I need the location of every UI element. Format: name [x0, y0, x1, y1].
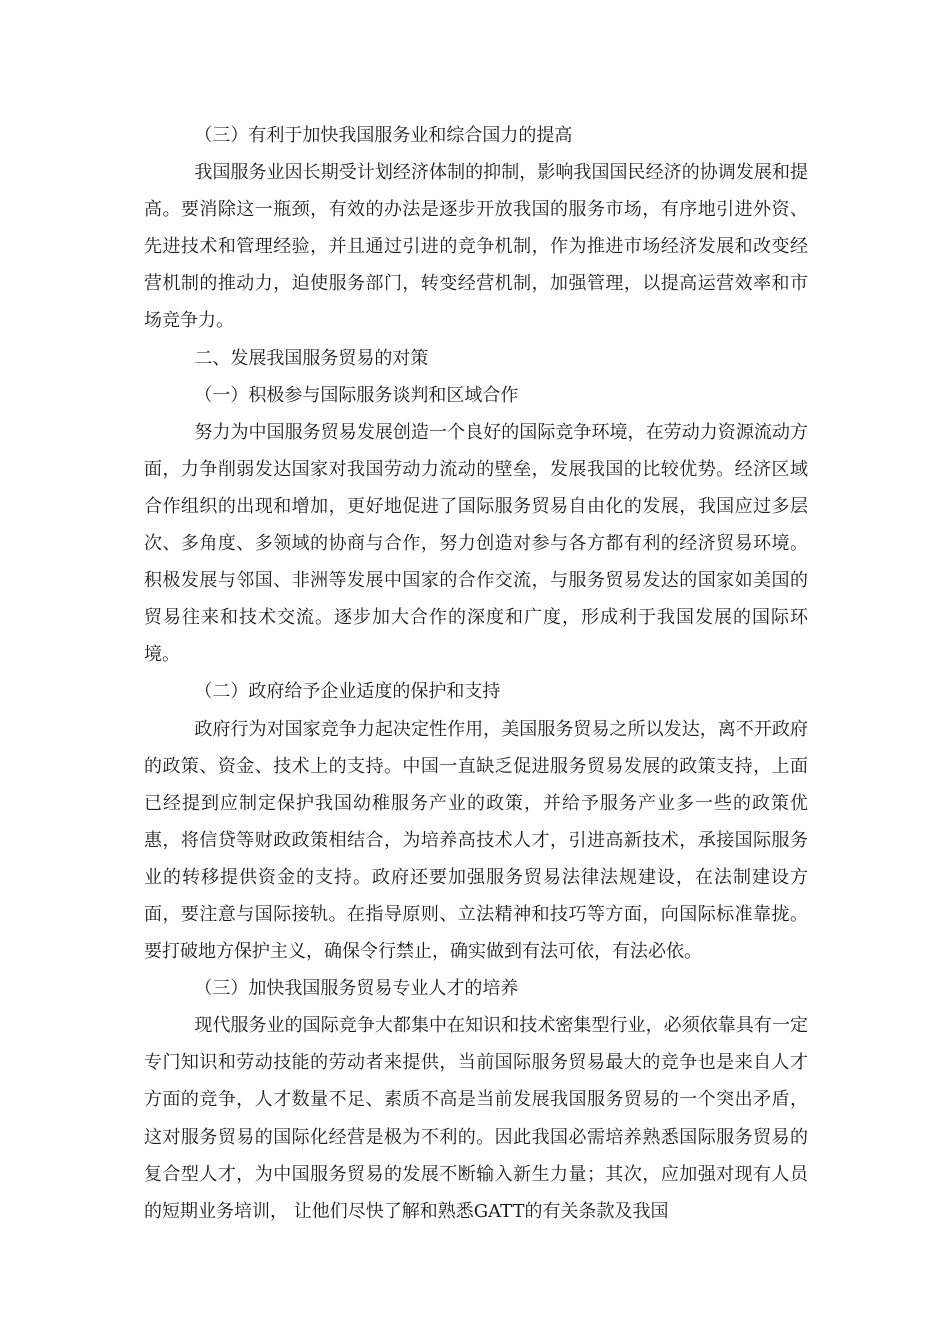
paragraph-service-industry: 我国服务业因长期受计划经济体制的抑制，影响我国国民经济的协调发展和提高。要消除这一瓶颈，有效的办法是逐步开放我国的服务市场，有序地引进外资、先进技术和管理经验，并且通过引进的竞争机制，作为推进市场经济发展和改变经营机制的推动力，迫使服务部门，转变经营机制，加强管理，以提高运营效率和市场竞争力。	[144, 162, 808, 332]
section-heading-3-benefit: （三）有利于加快我国服务业和综合国力的提高	[194, 125, 573, 146]
section-heading-1-negotiation: （一）积极参与国际服务谈判和区域合作	[194, 384, 519, 406]
paragraph-government-support: 政府行为对国家竞争力起决定性作用，美国服务贸易之所以发达，离不开政府的政策、资金、技术上的支持。中国一直缺乏促进服务贸易发展的政策支持，上面已经提到应制定保护我国幼稚服务产业的政策，并给予服务产业多一些的政策优惠，将信贷等财政政策相结合，为培养高技术人才，引进高新技术，承接国际服务业的转移提供资金的支持。政府还要加强服务贸易法律法规建设，在法制建设方面，要注意与国际接轨。在指导原则、立法精神和技巧等方面，向国际标准靠拢。要打破地方保护主义，确保令行禁止，确实做到有法可依，有法必依。	[144, 718, 808, 963]
section-heading-2-government: （二）政府给予企业适度的保护和支持	[194, 681, 501, 703]
section-heading-2-countermeasures: 二、发展我国服务贸易的对策	[194, 347, 429, 369]
section-heading-3-talent: （三）加快我国服务贸易专业人才的培养	[194, 978, 519, 1000]
document-body	[144, 117, 808, 1230]
paragraph-talent-training: 现代服务业的国际竞争大都集中在知识和技术密集型行业，必须依靠具有一定专门知识和劳动技能的劳动者来提供，当前国际服务贸易最大的竞争也是来自人才方面的竞争，人才数量不足、素质不高是当前发展我国服务贸易的一个突出矛盾，这对服务贸易的国际化经营是极为不利的。因此我国必需培养熟悉国际服务贸易的复合型人才，为中国服务贸易的发展不断输入新生力量；其次，应加强对现有人员的短期业务培训， 让他们尽快了解和熟悉GATT的有关条款及我国	[144, 1015, 808, 1222]
paragraph-international-environment: 努力为中国服务贸易发展创造一个良好的国际竞争环境，在劳动力资源流动方面，力争削弱发达国家对我国劳动力流动的壁垒，发展我国的比较优势。经济区域合作组织的出现和增加，更好地促进了国际服务贸易自由化的发展，我国应过多层次、多角度、多领域的协商与合作，努力创造对参与各方都有利的经济贸易环境。积极发展与邻国、非洲等发展中国家的合作交流，与服务贸易发达的国家如美国的贸易往来和技术交流。逐步加大合作的深度和广度，形成利于我国发展的国际环境。	[144, 421, 808, 666]
